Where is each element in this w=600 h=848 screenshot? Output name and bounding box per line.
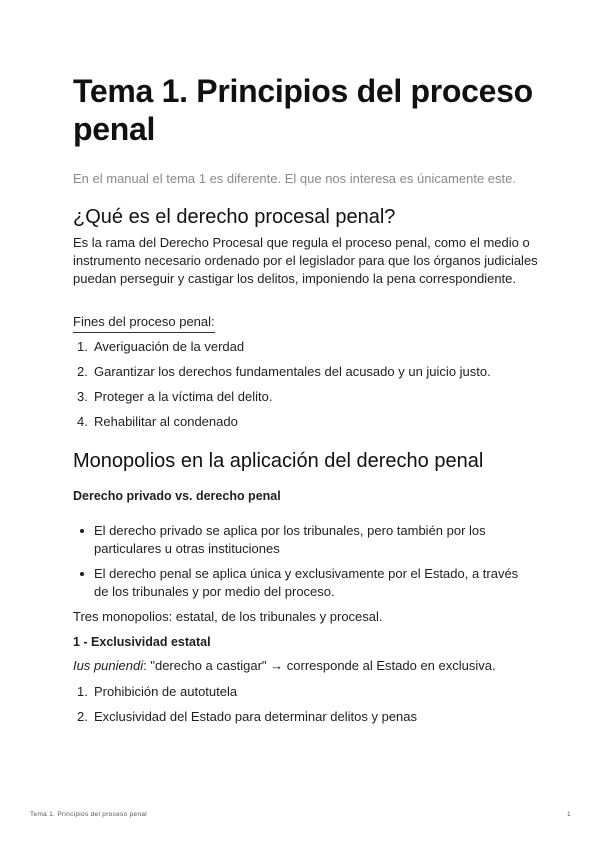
tres-monopolios-text: Tres monopolios: estatal, de los tribunales y procesal.: [73, 609, 383, 624]
fines-list: [73, 338, 491, 438]
list-item: [73, 522, 528, 558]
list-item-text: El derecho penal se aplica única y exclusivamente por el Estado, a través de los tribunales y por medio del proceso.: [94, 566, 519, 599]
exclusividad-list: [73, 683, 417, 733]
ius-puniendi-definition: : "derecho a castigar" → corresponde al Estado en exclusiva.: [143, 658, 496, 673]
list-item-text: El derecho privado se aplica por los tribunales, pero también por los particulares u otras instituciones: [94, 523, 486, 556]
ius-puniendi-term: Ius puniendi: [73, 658, 144, 673]
list-item-text: Rehabilitar al condenado: [94, 414, 238, 429]
footer-title: Tema 1. Principios del proceso penal: [30, 811, 148, 818]
intro-note: En el manual el tema 1 es diferente. El que nos interesa es únicamente este.: [73, 171, 516, 186]
list-item-text: Garantizar los derechos fundamentales del acusado y un juicio justo.: [94, 364, 491, 379]
list-item: [73, 683, 417, 701]
page-title: Tema 1. Principios del proceso penal: [73, 73, 533, 147]
list-number: 4.: [77, 414, 88, 429]
bullet-icon: [80, 572, 84, 576]
ius-puniendi-text: [73, 657, 496, 675]
list-number: 1.: [77, 684, 88, 699]
list-item-text: Proteger a la víctima del delito.: [94, 389, 273, 404]
subheading-exclusividad-estatal: 1 - Exclusividad estatal: [73, 635, 211, 649]
section-heading-monopolios: Monopolios en la aplicación del derecho penal: [73, 450, 484, 472]
list-item: [73, 363, 491, 381]
bullet-list: [73, 522, 528, 608]
subheading-privado-vs-penal: Derecho privado vs. derecho penal: [73, 489, 281, 503]
list-number: 1.: [77, 339, 88, 354]
list-item-text: Prohibición de autotutela: [94, 684, 238, 699]
definition-paragraph: Es la rama del Derecho Procesal que regula el proceso penal, como el medio o instrumento necesario ordenado por el legislador para que los órganos judiciales puedan perseguir y castigar los delitos, imponiendo la pena correspondiente.: [73, 235, 538, 286]
list-number: 2.: [77, 364, 88, 379]
list-item: [73, 413, 491, 431]
list-item: [73, 708, 417, 726]
list-item-text: Averiguación de la verdad: [94, 339, 245, 354]
list-item: [73, 565, 528, 601]
page-number: 1: [567, 811, 571, 818]
list-item: [73, 388, 491, 406]
list-number: 2.: [77, 709, 88, 724]
list-number: 3.: [77, 389, 88, 404]
fines-label: Fines del proceso penal:: [73, 313, 215, 333]
bullet-icon: [80, 529, 84, 533]
list-item-text: Exclusividad del Estado para determinar delitos y penas: [94, 709, 418, 724]
section-heading-derecho-procesal: ¿Qué es el derecho procesal penal?: [73, 206, 396, 228]
list-item: [73, 338, 491, 356]
